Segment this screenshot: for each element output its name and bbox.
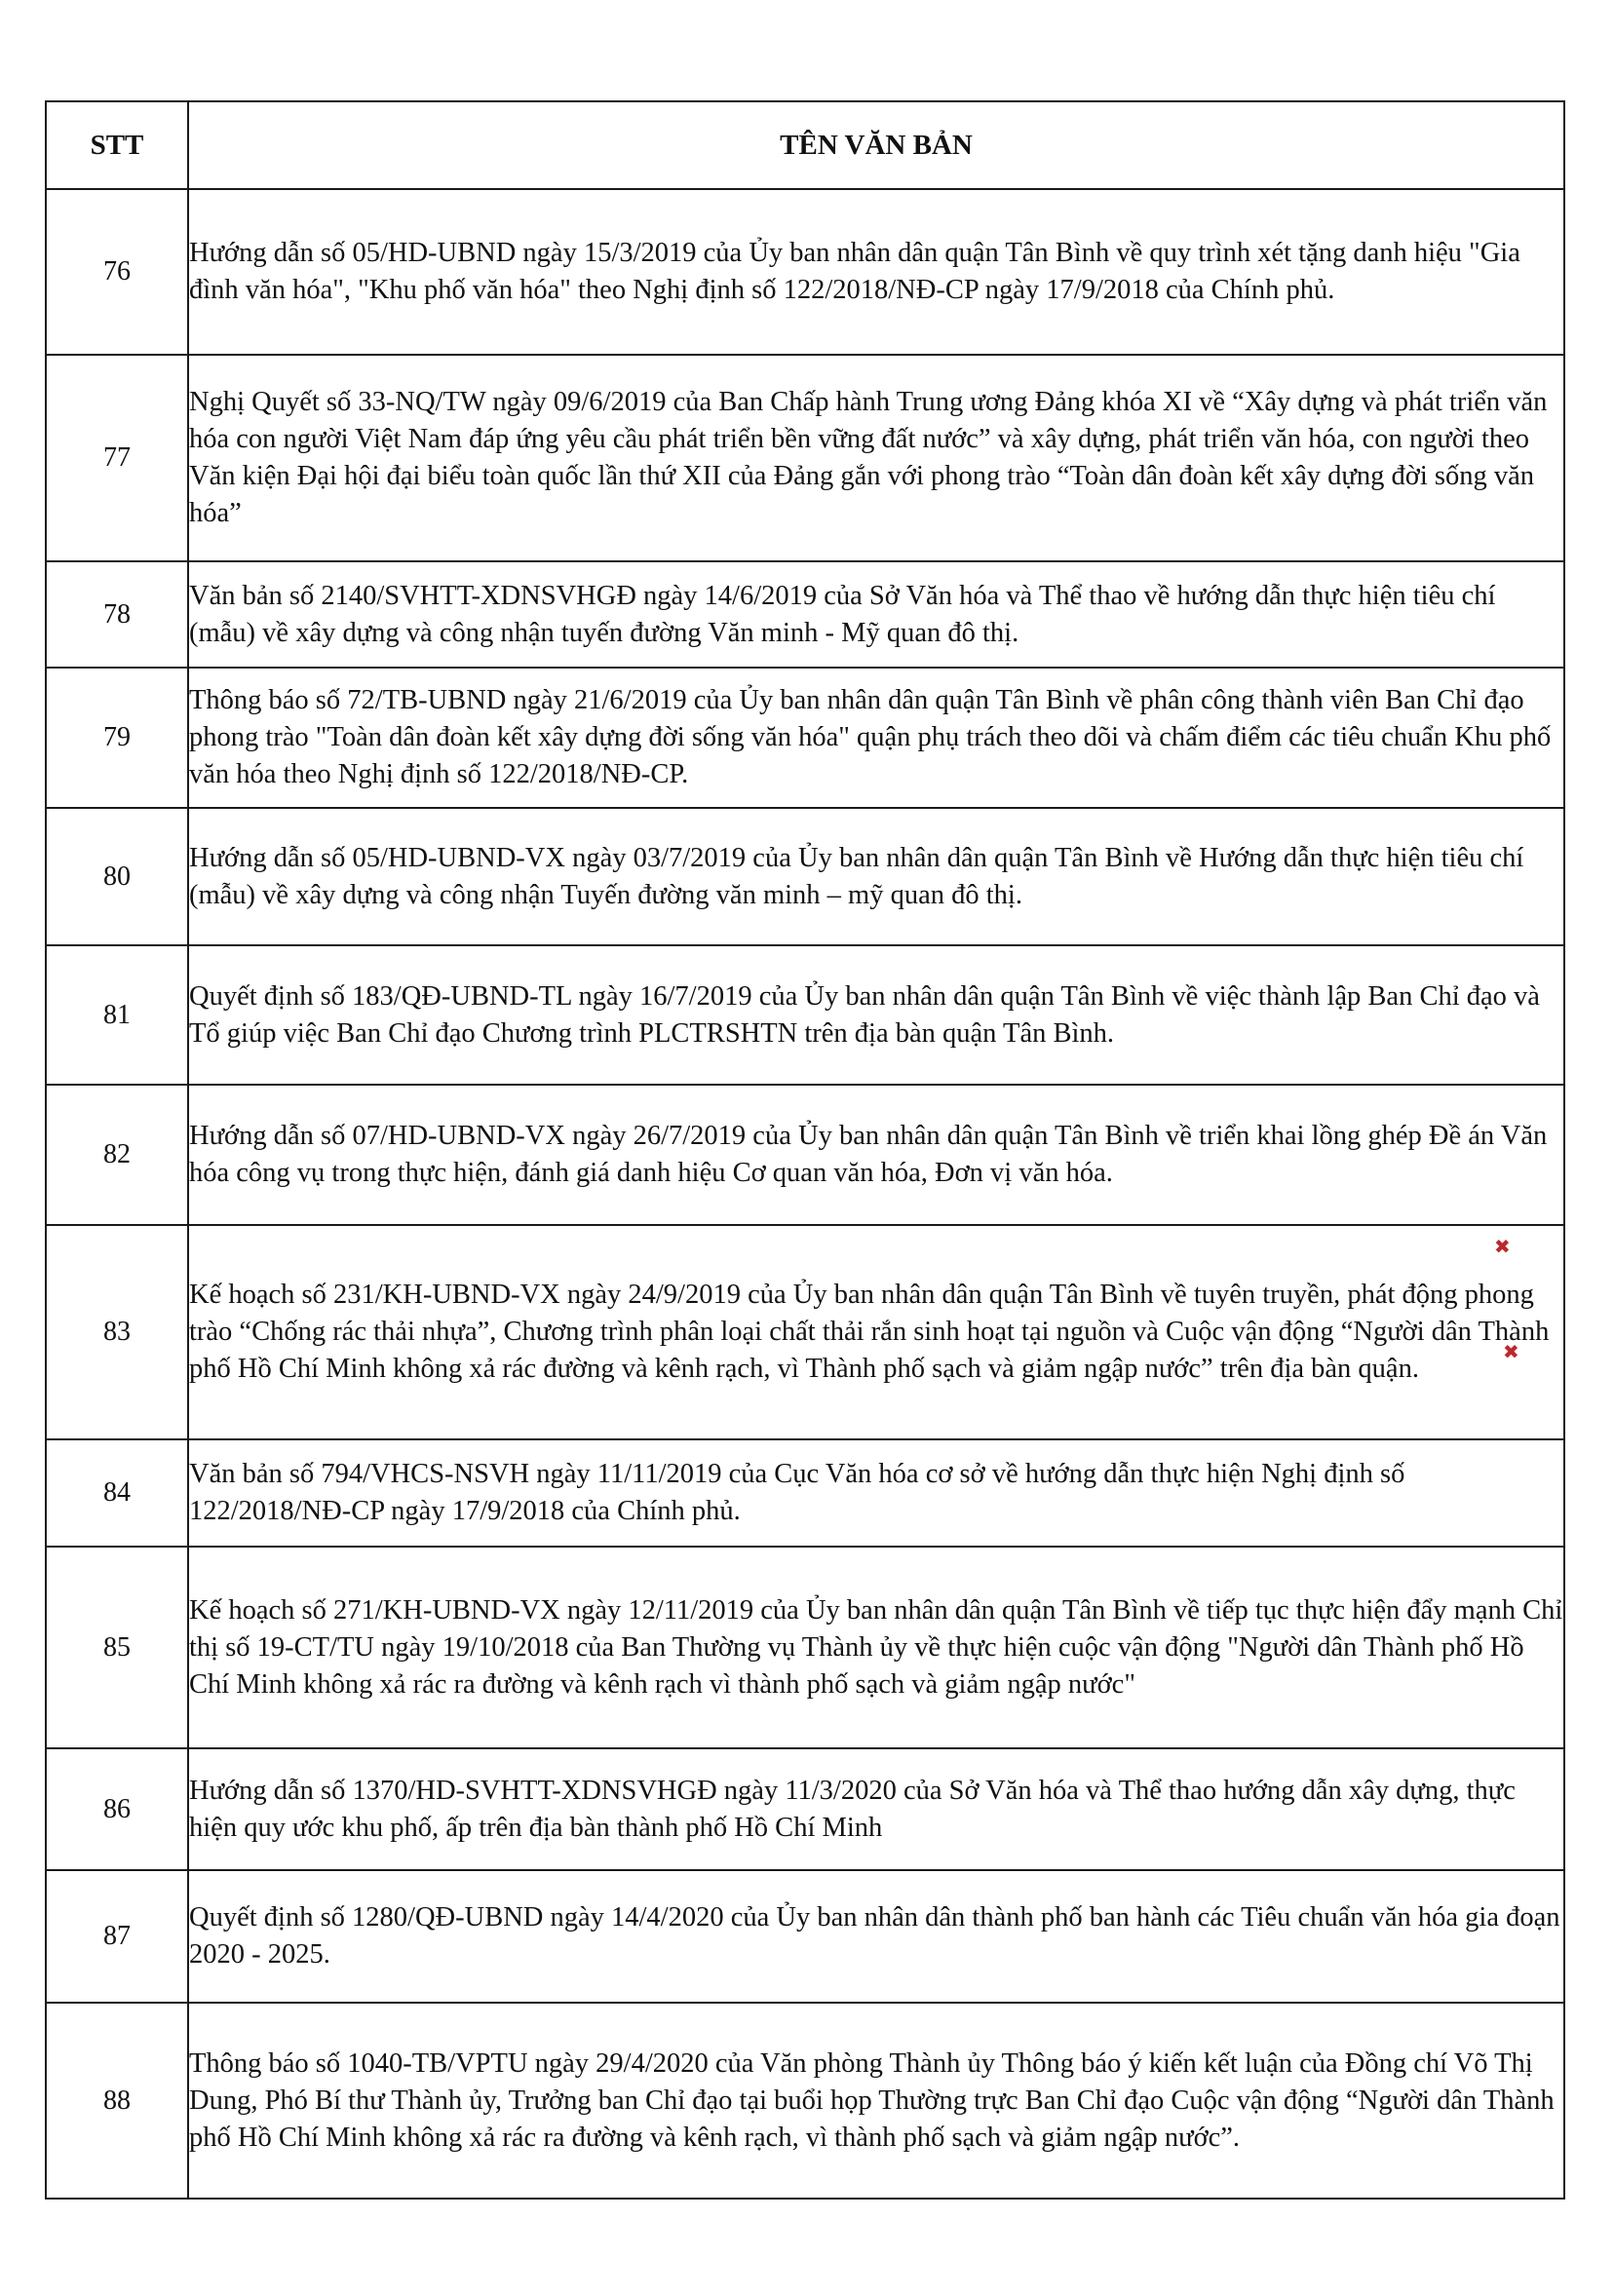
table-row	[46, 1439, 1564, 1547]
table-row	[46, 561, 1564, 668]
row-number: 81	[46, 945, 188, 1085]
row-number: 76	[46, 189, 188, 355]
table-row	[46, 1225, 1564, 1439]
document-title: Kế hoạch số 271/KH-UBND-VX ngày 12/11/2019 của Ủy ban nhân dân quận Tân Bình về tiếp tục thực hiện đẩy mạnh Chỉ thị số 19-CT/TU ngày 19/10/2018 của Ban Thường vụ Thành ủy về thực hiện cuộc vận động "Người dân Thành phố Hồ Chí Minh không xả rác ra đường và kênh rạch vì thành phố sạch và giảm ngập nước"	[188, 1547, 1564, 1748]
row-number: 80	[46, 808, 188, 945]
header-document-name: TÊN VĂN BẢN	[188, 101, 1564, 189]
row-number: 82	[46, 1085, 188, 1225]
row-number: 86	[46, 1748, 188, 1870]
table-row	[46, 808, 1564, 945]
row-number: 84	[46, 1439, 188, 1547]
pen-mark: ✖	[1503, 1342, 1519, 1363]
document-title: Kế hoạch số 231/KH-UBND-VX ngày 24/9/2019 của Ủy ban nhân dân quận Tân Bình về tuyên truyền, phát động phong trào “Chống rác thải nhựa”, Chương trình phân loại chất thải rắn sinh hoạt tại nguồn và Cuộc vận động “Người dân Thành phố Hồ Chí Minh không xả rác đường và kênh rạch, vì Thành phố sạch và giảm ngập nước” trên địa bàn quận.	[188, 1225, 1564, 1439]
documents-table	[45, 100, 1565, 2200]
row-number: 88	[46, 2003, 188, 2199]
row-number: 79	[46, 668, 188, 808]
document-title: Hướng dẫn số 05/HD-UBND ngày 15/3/2019 của Ủy ban nhân dân quận Tân Bình về quy trình xét tặng danh hiệu "Gia đình văn hóa", "Khu phố văn hóa" theo Nghị định số 122/2018/NĐ-CP ngày 17/9/2018 của Chính phủ.	[188, 189, 1564, 355]
header-stt: STT	[46, 101, 188, 189]
table-row	[46, 945, 1564, 1085]
row-number: 87	[46, 1870, 188, 2003]
document-title: Quyết định số 183/QĐ-UBND-TL ngày 16/7/2019 của Ủy ban nhân dân quận Tân Bình về việc thành lập Ban Chỉ đạo và Tổ giúp việc Ban Chỉ đạo Chương trình PLCTRSHTN trên địa bàn quận Tân Bình.	[188, 945, 1564, 1085]
document-title: Hướng dẫn số 07/HD-UBND-VX ngày 26/7/2019 của Ủy ban nhân dân quận Tân Bình về triển khai lồng ghép Đề án Văn hóa công vụ trong thực hiện, đánh giá danh hiệu Cơ quan văn hóa, Đơn vị văn hóa.	[188, 1085, 1564, 1225]
table-row	[46, 189, 1564, 355]
document-title: Nghị Quyết số 33-NQ/TW ngày 09/6/2019 của Ban Chấp hành Trung ương Đảng khóa XI về “Xây dựng và phát triển văn hóa con người Việt Nam đáp ứng yêu cầu phát triển bền vững đất nước” và xây dựng, phát triển văn hóa, con người theo Văn kiện Đại hội đại biểu toàn quốc lần thứ XII của Đảng gắn với phong trào “Toàn dân đoàn kết xây dựng đời sống văn hóa”	[188, 355, 1564, 561]
table-row	[46, 1085, 1564, 1225]
table-row	[46, 1748, 1564, 1870]
table-row	[46, 2003, 1564, 2199]
document-title: Hướng dẫn số 05/HD-UBND-VX ngày 03/7/2019 của Ủy ban nhân dân quận Tân Bình về Hướng dẫn thực hiện tiêu chí (mẫu) về xây dựng và công nhận Tuyến đường văn minh – mỹ quan đô thị.	[188, 808, 1564, 945]
pen-mark: ✖	[1494, 1237, 1511, 1258]
table-row	[46, 1870, 1564, 2003]
document-title: Thông báo số 72/TB-UBND ngày 21/6/2019 của Ủy ban nhân dân quận Tân Bình về phân công thành viên Ban Chỉ đạo phong trào "Toàn dân đoàn kết xây dựng đời sống văn hóa" quận phụ trách theo dõi và chấm điểm các tiêu chuẩn Khu phố văn hóa theo Nghị định số 122/2018/NĐ-CP.	[188, 668, 1564, 808]
table-row	[46, 1547, 1564, 1748]
table-header-row	[46, 101, 1564, 189]
document-title: Quyết định số 1280/QĐ-UBND ngày 14/4/2020 của Ủy ban nhân dân thành phố ban hành các Tiêu chuẩn văn hóa gia đoạn 2020 - 2025.	[188, 1870, 1564, 2003]
document-title: Văn bản số 794/VHCS-NSVH ngày 11/11/2019 của Cục Văn hóa cơ sở về hướng dẫn thực hiện Nghị định số 122/2018/NĐ-CP ngày 17/9/2018 của Chính phủ.	[188, 1439, 1564, 1547]
table-row	[46, 355, 1564, 561]
row-number: 85	[46, 1547, 188, 1748]
document-title: Thông báo số 1040-TB/VPTU ngày 29/4/2020 của Văn phòng Thành ủy Thông báo ý kiến kết luận của Đồng chí Võ Thị Dung, Phó Bí thư Thành ủy, Trưởng ban Chỉ đạo tại buổi họp Thường trực Ban Chỉ đạo Cuộc vận động “Người dân Thành phố Hồ Chí Minh không xả rác ra đường và kênh rạch, vì thành phố sạch và giảm ngập nước”.	[188, 2003, 1564, 2199]
row-number: 77	[46, 355, 188, 561]
row-number: 83	[46, 1225, 188, 1439]
document-title: Hướng dẫn số 1370/HD-SVHTT-XDNSVHGĐ ngày 11/3/2020 của Sở Văn hóa và Thể thao hướng dẫn xây dựng, thực hiện quy ước khu phố, ấp trên địa bàn thành phố Hồ Chí Minh	[188, 1748, 1564, 1870]
table-row	[46, 668, 1564, 808]
document-title: Văn bản số 2140/SVHTT-XDNSVHGĐ ngày 14/6/2019 của Sở Văn hóa và Thể thao về hướng dẫn thực hiện tiêu chí (mẫu) về xây dựng và công nhận tuyến đường Văn minh - Mỹ quan đô thị.	[188, 561, 1564, 668]
row-number: 78	[46, 561, 188, 668]
